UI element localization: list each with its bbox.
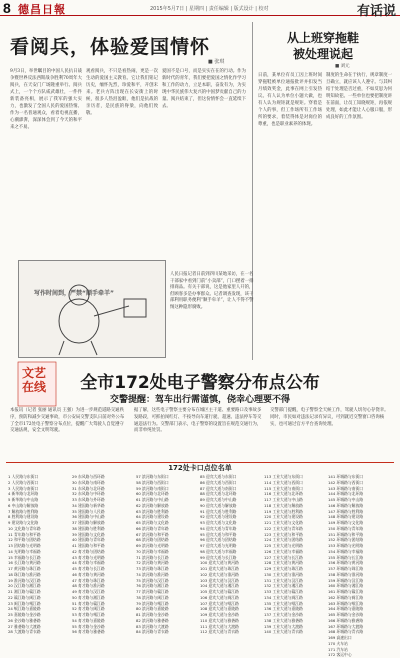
list-item: 49 育才路与汉江路 <box>72 589 105 594</box>
list-item: 166 环城路与雅砻路 <box>328 617 364 623</box>
list-item: 96 迎宾大道与团结路 <box>200 537 237 543</box>
list-item: 35 建国路与人民路 <box>72 508 105 514</box>
list-item: 16 长江路与黄河路 <box>8 560 41 566</box>
list-item: 146 环城路与解放路 <box>328 502 364 508</box>
list-item: 82 滨河路与雅砻路 <box>136 617 169 623</box>
article2-headline <box>258 30 388 62</box>
list-item: 73 滨河路与珠江路 <box>136 566 169 571</box>
list-item: 94 迎宾大道与青年路 <box>200 525 237 531</box>
list-item: 74 滨河路与淮河路 <box>136 571 169 577</box>
list-item: 142 环城路与西街口 <box>328 479 364 485</box>
list-item: 85 迎宾大道与东街口 <box>200 474 237 479</box>
list-item: 69 滨河路与光明路 <box>136 543 169 548</box>
list-item: 7 解放路与胜利路 <box>8 508 39 514</box>
list-item: 151 环城路与和平路 <box>328 531 364 537</box>
list-item: 136 工业大道与嘉陵路 <box>264 606 303 612</box>
cartoon-caption: 人民日报记者日前到四川某地采访，在一名干部家中看到门前“小卖部”，门口摆着一排排商品。有关干部说，这是他家里人开的，但顾客多是办事群众。记者调查发现，该干部利用职务便利“顺手牵羊”，让人不得不警惕这种隐形腐败。 <box>170 272 254 310</box>
list-item: 62 滨河路与解放路 <box>136 502 169 508</box>
list-item: 118 工业大道与解放路 <box>264 502 303 508</box>
list-item: 111 迎宾大道与大渡路 <box>200 623 239 629</box>
list-item: 101 迎宾大道与珠江路 <box>200 566 239 571</box>
list-item: 15 幸福路与长江路 <box>8 554 41 560</box>
list-item: 167 环城路与大渡路 <box>328 623 364 629</box>
article2-byline: ■ 刘元 <box>335 64 350 69</box>
list-item: 4 新华路与北环路 <box>8 491 39 497</box>
list-item: 31 东风路与北环路 <box>72 485 105 491</box>
article1-col2: 观看阅兵，不只是看热闹，更是一次生动的爱国主义教育。它让我们铭记历史，缅怀先烈，珍爱和平，开创未来。老兵方阵出现在长安街上的时候，很多人热泪盈眶，他们是抗战的亲历者，是民族的脊梁，向他们致敬。 <box>86 69 158 116</box>
list-item: 169 高速出口 <box>328 635 352 640</box>
list-item: 147 环城路与胜利路 <box>328 508 364 514</box>
list-item: 127 工业大道与长江路 <box>264 554 303 560</box>
list-item: 67 滨河路与和平路 <box>136 531 169 537</box>
list-item: 125 工业大道与光明路 <box>264 543 303 548</box>
list-item: 61 滨河路与中山路 <box>136 497 169 502</box>
masthead <box>0 0 400 19</box>
list-item: 124 工业大道与团结路 <box>264 537 303 543</box>
list-item: 43 育才路与光明路 <box>72 554 105 560</box>
list-item: 59 滨河路与南街口 <box>136 485 169 491</box>
page-number: 8 <box>3 0 11 16</box>
list-item: 132 工业大道与湘江路 <box>264 583 303 589</box>
list-item: 80 滨河路与嘉陵路 <box>136 606 169 612</box>
list-item: 68 滨河路与团结路 <box>136 537 169 543</box>
list-item: 114 工业大道与西街口 <box>264 479 303 485</box>
list-item: 168 环城路与青衣路 <box>328 629 364 635</box>
list-item: 138 工业大道与雅砻路 <box>264 617 303 623</box>
list-item: 134 工业大道与闽江路 <box>264 594 303 600</box>
list-item: 76 滨河路与湘江路 <box>136 583 169 589</box>
list-item: 121 工业大道与文化路 <box>264 520 303 525</box>
list-item: 2 人民路与西街口 <box>8 479 39 485</box>
list-item: 109 迎宾大道与金沙路 <box>200 612 239 617</box>
list-item: 99 迎宾大道与长江路 <box>200 554 237 560</box>
list-item: 46 育才路与黄河路 <box>72 571 105 577</box>
list-item: 90 迎宾大道与解放路 <box>200 502 237 508</box>
list-item: 160 环城路与湘江路 <box>328 583 364 589</box>
list-item: 87 迎宾大道与南街口 <box>200 485 237 491</box>
cartoon-illustration <box>18 260 166 358</box>
list-item: 34 建国路与新华路 <box>72 502 105 508</box>
list-item: 53 育才路与岷江路 <box>72 612 105 617</box>
list-item: 108 迎宾大道与嘉陵路 <box>200 606 239 612</box>
list-item: 88 迎宾大道与北环路 <box>200 491 237 497</box>
list-item: 13 团结路与光明路 <box>8 543 41 548</box>
list-item: 17 黄河路与珠江路 <box>8 566 41 571</box>
list-item: 97 迎宾大道与光明路 <box>200 543 237 548</box>
list-item: 155 环城路与长江路 <box>328 554 364 560</box>
list-item: 50 育才路与湘江路 <box>72 594 105 600</box>
list-item: 36 建国路与中山路 <box>72 514 105 520</box>
list-item: 148 环城路与建设路 <box>328 514 364 520</box>
list-item: 116 工业大道与北环路 <box>264 491 303 497</box>
article3-subheadline: 交警提醒：驾车出行需谨慎，侥幸心理要不得 <box>109 395 290 405</box>
list-item: 141 环城路与东街口 <box>328 474 364 479</box>
list-item: 117 工业大道与中山路 <box>264 497 303 502</box>
article3-body-right: 交警部门提醒，电子警察全天候工作，驾驶人切勿心存侥幸。同时，市民如对违法记录有异议，可到就近交警窗口咨询核实，也可通过官方平台查询处理。 <box>270 408 389 427</box>
list-item: 107 迎宾大道与岷江路 <box>200 600 239 606</box>
list-column <box>264 474 334 635</box>
list-item: 41 建国路与和平路 <box>72 543 105 548</box>
list-item: 115 工业大道与南街口 <box>264 485 303 491</box>
list-item: 55 育才路与金沙路 <box>72 623 105 629</box>
list-item: 75 滨河路与汉江路 <box>136 577 169 583</box>
list-item: 140 工业大道与青衣路 <box>264 629 303 635</box>
list-item: 6 中山路与解放路 <box>8 502 39 508</box>
list-item: 28 大渡路与青衣路 <box>8 629 41 635</box>
list-item: 126 工业大道与幸福路 <box>264 548 303 554</box>
list-item: 42 育才路与团结路 <box>72 548 105 554</box>
list-item: 38 建国路与胜利路 <box>72 525 105 531</box>
badge-line1: 文艺 <box>22 366 47 380</box>
list-item: 100 迎宾大道与黄河路 <box>200 560 239 566</box>
list-item: 64 滨河路与建设路 <box>136 514 169 520</box>
list-item: 156 环城路与黄河路 <box>328 560 364 566</box>
list-item: 129 工业大道与珠江路 <box>264 566 303 571</box>
list-item: 113 工业大道与东街口 <box>264 474 303 479</box>
cartoon-label: 写作时间到，严禁“顺手牵羊” <box>34 290 114 297</box>
list-item: 29 东风路与西环路 <box>72 474 105 479</box>
list-item: 95 迎宾大道与和平路 <box>200 531 237 537</box>
list-item: 112 迎宾大道与青衣路 <box>200 629 239 635</box>
list-item: 170 火车站 <box>328 640 348 646</box>
list-item: 51 育才路与赣江路 <box>72 600 105 606</box>
list-item: 30 东风路与南环路 <box>72 479 105 485</box>
list-item: 104 迎宾大道与湘江路 <box>200 583 239 589</box>
list-item: 102 迎宾大道与淮河路 <box>200 571 239 577</box>
paper-name: 德昌日報 <box>18 3 66 16</box>
article3-body-left: 本报讯（记者 张丽 通讯员 王强）为进一步规范道路交通秩序，预防和减少交通事故，市公安局交警支队日前对外公布了全市172处电子警察分布点位，提醒广大驾驶人自觉遵守交通法规，安全文明驾驶。 <box>10 408 125 434</box>
list-item: 93 迎宾大道与文化路 <box>200 520 237 525</box>
badge-line2: 在线 <box>22 380 47 394</box>
list-item: 20 汉江路与湘江路 <box>8 583 41 589</box>
list-title: 172处卡口点位名单 <box>168 464 232 472</box>
list-item: 137 工业大道与金沙路 <box>264 612 303 617</box>
article1-col1: 9月3日，举世瞩目的中国人民抗日战争暨世界反法西斯战争胜利70周年大阅兵，在天安门广场隆重举行。阅兵式上，一个个方队威武雄壮，一件件新装备亮相，展示了我军的强大实力，也激发了全国人民的爱国热情。作为一名普通观众，看着电视直播，心潮澎湃，深深体会到了今天的和平来之不易。 <box>10 69 82 130</box>
list-column <box>200 474 270 635</box>
list-item: 139 工业大道与大渡路 <box>264 623 303 629</box>
list-item: 23 闽江路与岷江路 <box>8 600 41 606</box>
list-item: 172 客运中心 <box>328 652 352 658</box>
article2-headline-line2: 被处理说起 <box>292 47 353 61</box>
list-item: 144 环城路与北环路 <box>328 491 364 497</box>
list-item: 91 迎宾大道与胜利路 <box>200 508 237 514</box>
list-item: 5 新华路与中山路 <box>8 497 39 502</box>
list-item: 72 滨河路与黄河路 <box>136 560 169 566</box>
article2-col2: 制度的生命在于执行，规章制度一旦确立，就应该人人遵守。与其纠结于处理是否过重，不如反思为何明知故犯。一些单位也要把制度讲在前面，让员工知晓规矩，再依规处理，如此才能让人心服口服，形成良好的工作氛围。 <box>326 73 392 120</box>
list-item: 40 建国路与青年路 <box>72 537 105 543</box>
list-item: 10 文化路与青年路 <box>8 525 41 531</box>
list-item: 89 迎宾大道与中山路 <box>200 497 237 502</box>
list-item: 78 滨河路与闽江路 <box>136 594 169 600</box>
article3-headline: 全市172处电子警察分布点公布 <box>80 373 320 393</box>
list-item: 79 滨河路与岷江路 <box>136 600 169 606</box>
list-item: 22 赣江路与闽江路 <box>8 594 41 600</box>
list-item: 98 迎宾大道与幸福路 <box>200 548 237 554</box>
list-item: 153 环城路与光明路 <box>328 543 364 548</box>
list-column <box>8 474 78 635</box>
list-item: 86 迎宾大道与西街口 <box>200 479 237 485</box>
list-item: 128 工业大道与黄河路 <box>264 560 303 566</box>
list-item: 143 环城路与南街口 <box>328 485 364 491</box>
section-title: 有话说 <box>356 4 396 19</box>
list-item: 3 人民路与南街口 <box>8 485 39 491</box>
list-item: 37 建国路与解放路 <box>72 520 105 525</box>
list-item: 1 人民路与东街口 <box>8 474 39 479</box>
list-item: 81 滨河路与金沙路 <box>136 612 169 617</box>
list-item: 135 工业大道与岷江路 <box>264 600 303 606</box>
list-item: 11 青年路与和平路 <box>8 531 41 537</box>
list-item: 120 工业大道与建设路 <box>264 514 303 520</box>
list-item: 162 环城路与闽江路 <box>328 594 364 600</box>
list-column <box>136 474 206 635</box>
list-item: 26 金沙路与雅砻路 <box>8 617 41 623</box>
list-item: 164 环城路与嘉陵路 <box>328 606 364 612</box>
list-item: 159 环城路与汉江路 <box>328 577 364 583</box>
list-item: 123 工业大道与和平路 <box>264 531 303 537</box>
list-item: 48 育才路与淮河路 <box>72 583 105 589</box>
list-item: 12 和平路与团结路 <box>8 537 41 543</box>
list-item: 57 滨河路与东街口 <box>136 474 169 479</box>
list-item: 14 光明路与幸福路 <box>8 548 41 554</box>
list-item: 27 雅砻路与大渡路 <box>8 623 41 629</box>
list-item: 130 工业大道与淮河路 <box>264 571 303 577</box>
list-item: 70 滨河路与幸福路 <box>136 548 169 554</box>
list-item: 63 滨河路与胜利路 <box>136 508 169 514</box>
list-item: 149 环城路与文化路 <box>328 520 364 525</box>
list-item: 84 滨河路与青衣路 <box>136 629 169 635</box>
list-item: 47 育才路与珠江路 <box>72 577 105 583</box>
list-item: 39 建国路与文化路 <box>72 531 105 537</box>
list-item: 71 滨河路与长江路 <box>136 554 169 560</box>
list-item: 24 岷江路与嘉陵路 <box>8 606 41 612</box>
list-item: 83 滨河路与大渡路 <box>136 623 169 629</box>
article1-col3: 爱国不是口号，而是实实在在的行动。作为新时代的青年，我们要把爱国之情化作学习和工作的动力，立足本职，奋发有为，为实现中华民族伟大复兴的中国梦贡献自己的力量。阅兵结束了，但这份情怀会一直延续下去。 <box>162 69 246 109</box>
list-item: 145 环城路与中山路 <box>328 497 364 502</box>
list-item: 45 育才路与长江路 <box>72 566 105 571</box>
list-item: 161 环城路与赣江路 <box>328 589 364 594</box>
list-item: 158 环城路与淮河路 <box>328 571 364 577</box>
article3-body-mid: 据了解，这些电子警察主要分布在城区主干道、重要路口及事故多发路段，可抓拍闯红灯、不按导向车道行驶、超速、违法停车等交通违法行为。交警部门表示，电子警察的设置旨在规范交通行为，而非单纯处罚。 <box>134 408 262 434</box>
list-item: 77 滨河路与赣江路 <box>136 589 169 594</box>
list-item: 65 滨河路与文化路 <box>136 520 169 525</box>
list-item: 92 迎宾大道与建设路 <box>200 514 237 520</box>
list-item: 103 迎宾大道与汉江路 <box>200 577 239 583</box>
list-item: 21 湘江路与赣江路 <box>8 589 41 594</box>
list-item: 122 工业大道与青年路 <box>264 525 303 531</box>
list-column <box>328 474 398 658</box>
list-item: 44 育才路与幸福路 <box>72 560 105 566</box>
list-item: 25 嘉陵路与金沙路 <box>8 612 41 617</box>
cartoon-drawing <box>19 261 165 357</box>
list-item: 105 迎宾大道与赣江路 <box>200 589 239 594</box>
article2-headline-line1: 从上班穿拖鞋 <box>286 31 359 45</box>
list-item: 150 环城路与青年路 <box>328 525 364 531</box>
list-item: 119 工业大道与胜利路 <box>264 508 303 514</box>
article1-byline: ■ 张琪 <box>208 59 225 65</box>
list-item: 60 滨河路与北环路 <box>136 491 169 497</box>
list-item: 19 淮河路与汉江路 <box>8 577 41 583</box>
list-item: 152 环城路与团结路 <box>328 537 364 543</box>
list-item: 32 东风路与中环路 <box>72 491 105 497</box>
list-item: 58 滨河路与西街口 <box>136 479 169 485</box>
list-item: 56 育才路与雅砻路 <box>72 629 105 635</box>
list-item: 106 迎宾大道与闽江路 <box>200 594 239 600</box>
list-item: 54 育才路与嘉陵路 <box>72 617 105 623</box>
list-item: 9 建设路与文化路 <box>8 520 39 525</box>
list-item: 110 迎宾大道与雅砻路 <box>200 617 239 623</box>
article2-col1: 日前，某单位有员工因上班时间穿拖鞋被单位通报批评并扣发当月绩效奖金，此事在网上引发热议。有人认为单位小题大做，也有人认为规矩就是规矩。穿着是个人的事，但工作场所有工作场所的要求，着装得体是对岗位的尊重，也是职业素养的体现。 <box>258 73 322 127</box>
list-item: 52 育才路与闽江路 <box>72 606 105 612</box>
list-item: 163 环城路与岷江路 <box>328 600 364 606</box>
list-item: 8 胜利路与建设路 <box>8 514 39 520</box>
list-item: 165 环城路与金沙路 <box>328 612 364 617</box>
list-item: 131 工业大道与汉江路 <box>264 577 303 583</box>
article1-headline: 看阅兵，体验爱国情怀 <box>10 36 211 58</box>
date-line: 2015年5月7日 | 星期四 | 责任编辑 | 版式设计 | 校对 <box>150 6 269 12</box>
list-column <box>72 474 142 635</box>
list-item: 18 珠江路与淮河路 <box>8 571 41 577</box>
list-item: 133 工业大道与赣江路 <box>264 589 303 594</box>
list-item: 33 东风路与外环路 <box>72 497 105 502</box>
list-item: 157 环城路与珠江路 <box>328 566 364 571</box>
list-item: 66 滨河路与青年路 <box>136 525 169 531</box>
list-item: 171 汽车站 <box>328 646 348 652</box>
list-item: 154 环城路与幸福路 <box>328 548 364 554</box>
